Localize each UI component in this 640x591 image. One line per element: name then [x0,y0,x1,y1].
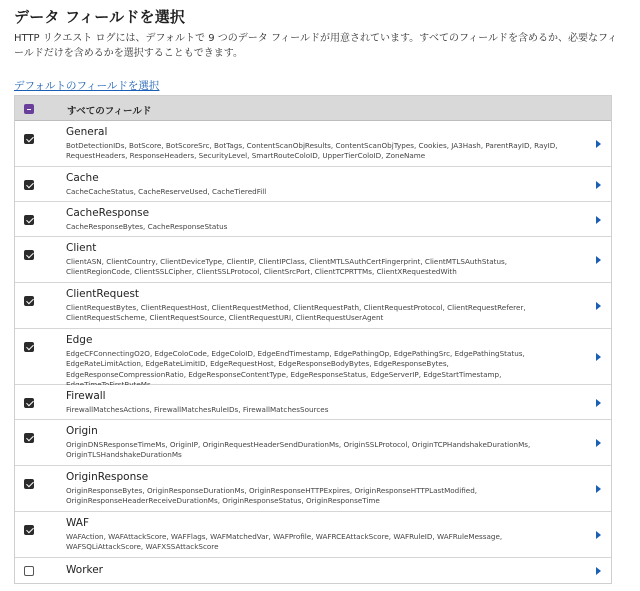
expand-arrow-icon[interactable] [596,439,601,447]
field-group-checkbox[interactable] [24,525,34,535]
page-description: HTTP リクエスト ログには、デフォルトで 9 つのデータ フィールドが用意されています。すべてのフィールドを含めるか、必要なフィールドだけを含めるかを選択することもできます。 [14,33,618,59]
field-group-name: Client [66,242,97,254]
expand-arrow-icon[interactable] [596,399,601,407]
field-group-fields: OriginDNSResponseTimeMs, OriginIP, OriginRequestHeaderSendDurationMs, OriginSSLProtocol, OriginTCPHandshakeDurationMs, OriginTLSHandshakeDurationMs [66,440,531,460]
expand-arrow-icon[interactable] [596,485,601,493]
field-group-row[interactable] [15,466,611,512]
field-group-row[interactable] [15,237,611,283]
field-group-fields: CacheResponseBytes, CacheResponseStatus [66,222,228,231]
field-group-checkbox[interactable] [24,180,34,190]
expand-arrow-icon[interactable] [596,302,601,310]
field-group-list [15,121,611,583]
expand-arrow-icon[interactable] [596,531,601,539]
expand-arrow-icon[interactable] [596,216,601,224]
field-group-fields: CacheCacheStatus, CacheReserveUsed, CacheTieredFill [66,187,267,196]
field-group-row[interactable] [15,385,611,420]
field-group-fields: ClientRequestBytes, ClientRequestHost, ClientRequestMethod, ClientRequestPath, ClientRequestProtocol, ClientRequestReferer, ClientRequestScheme, ClientRequestSource, ClientRequestURI, ClientRequestUserAgent [66,303,526,323]
field-group-fields: WAFAction, WAFAttackScore, WAFFlags, WAFMatchedVar, WAFProfile, WAFRCEAttackScore, WAFRuleID, WAFRuleMessage, WAFSQLiAttackScore, WAFXSSAttackScore [66,532,503,552]
expand-arrow-icon[interactable] [596,140,601,148]
field-group-row[interactable] [15,329,611,385]
field-group-name: Cache [66,172,99,184]
all-fields-label: すべてのフィールド [67,106,152,117]
expand-arrow-icon[interactable] [596,256,601,264]
field-group-fields: ClientASN, ClientCountry, ClientDeviceType, ClientIP, ClientIPClass, ClientMTLSAuthCertFingerprint, ClientMTLSAuthStatus, ClientRegionCode, ClientSSLCipher, ClientSSLProtocol, ClientSrcPort, ClientTCPRTTMs, ClientXRequestedWith [66,257,508,277]
field-group-name: Firewall [66,390,106,402]
field-group-fields: FirewallMatchesActions, FirewallMatchesRuleIDs, FirewallMatchesSources [66,405,329,414]
field-group-checkbox[interactable] [24,433,34,443]
field-group-checkbox[interactable] [24,566,34,576]
field-group-name: ClientRequest [66,288,140,300]
field-group-row[interactable] [15,283,611,329]
field-group-name: OriginResponse [66,471,149,483]
expand-arrow-icon[interactable] [596,181,601,189]
field-group-row[interactable] [15,420,611,466]
table-header [15,96,611,121]
field-group-name: Worker [66,564,103,576]
field-group-name: Edge [66,334,93,346]
field-group-name: Origin [66,425,98,437]
field-group-row[interactable] [15,558,611,583]
page-title: データ フィールドを選択 [14,8,186,26]
fields-table [14,95,612,584]
expand-arrow-icon[interactable] [596,567,601,575]
field-group-fields: EdgeCFConnectingO2O, EdgeColoCode, EdgeColoID, EdgeEndTimestamp, EdgePathingOp, EdgePathingSrc, EdgePathingStatus, EdgeRateLimitAction, EdgeRateLimitID, EdgeRequestHost, EdgeResponseBodyBytes, EdgeResponseBytes, EdgeResponseCompressionRatio, EdgeResponseContentType, EdgeResponseStatus, EdgeServerIP, EdgeStartTimestamp, [66,349,525,379]
field-group-row[interactable] [15,167,611,202]
expand-arrow-icon[interactable] [596,353,601,361]
field-group-checkbox[interactable] [24,398,34,408]
field-group-name: General [66,126,108,138]
field-group-checkbox[interactable] [24,134,34,144]
field-group-row[interactable] [15,121,611,167]
field-group-checkbox[interactable] [24,342,34,352]
field-group-checkbox[interactable] [24,296,34,306]
field-group-fields: OriginResponseBytes, OriginResponseDurationMs, OriginResponseHTTPExpires, OriginResponseHTTPLastModified, OriginResponseHeaderReceiveDurationMs, OriginResponseStatus, OriginResponseTime [66,486,478,506]
field-group-checkbox[interactable] [24,250,34,260]
field-group-row[interactable] [15,202,611,237]
field-group-fields: BotDetectionIDs, BotScore, BotScoreSrc, BotTags, ContentScanObjResults, ContentScanObjTypes, Cookies, JA3Hash, ParentRayID, RayID, RequestHeaders, ResponseHeaders, SecurityLevel, SmartRouteColoID, UpperTierColoID, ZoneName [66,141,558,161]
field-group-checkbox[interactable] [24,215,34,225]
field-group-checkbox[interactable] [24,479,34,489]
field-group-name: WAF [66,517,90,529]
select-all-checkbox[interactable] [24,104,34,114]
field-group-row[interactable] [15,512,611,558]
field-group-name: CacheResponse [66,207,150,219]
default-fields-link[interactable]: デフォルトのフィールドを選択 [14,80,160,92]
